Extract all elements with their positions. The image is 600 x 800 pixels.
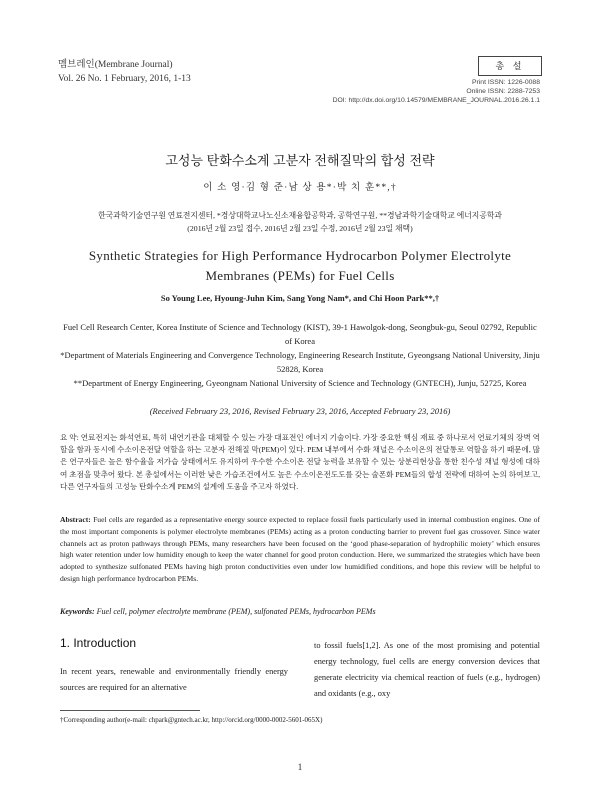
page-number: 1 xyxy=(297,762,303,772)
korean-affiliation-text: 한국과학기술연구원 연료전지센터, *경상대학교나노신소재융합공학과, 공학연구원, **경남과학기술대학교 에너지공학과 xyxy=(98,211,502,220)
english-affiliations xyxy=(60,320,540,390)
abstract-label: Abstract: xyxy=(60,515,91,524)
article-type-badge: 총 설 xyxy=(478,56,542,76)
footnote-divider xyxy=(60,710,200,711)
english-title: Synthetic Strategies for High Performance Hydrocarbon Polymer Electrolyte Membranes (PEMs) for Fuel Cells xyxy=(88,248,512,283)
affiliation-kist: Fuel Cell Research Center, Korea Institute of Science and Technology (KIST), 39-1 Hawolgok-dong, Seongbuk-gu, Seoul 02792, Republic of Korea xyxy=(63,322,537,346)
english-received-dates: (Received February 23, 2016, Revised February 23, 2016, Accepted February 23, 2016) xyxy=(149,406,451,416)
korean-authors: 이 소 영·김 형 준·남 상 용*·박 치 훈**,† xyxy=(203,183,397,193)
keywords xyxy=(60,607,540,616)
english-authors: So Young Lee, Hyoung-Juhn Kim, Sang Yong Nam*, and Chi Hoon Park**,† xyxy=(160,293,440,303)
doi-link[interactable]: DOI: http://dx.doi.org/10.14579/MEMBRANE_JOURNAL.2016.26.1.1 xyxy=(332,97,540,104)
affiliation-gnu: *Department of Materials Engineering and Convergence Technology, Engineering Research Institute, Gyeongsang National University, Jinju 52828, Korea xyxy=(60,350,540,374)
keywords-text: Fuel cell, polymer electrolyte membrane (PEM), sulfonated PEMs, hydrocarbon PEMs xyxy=(96,607,376,616)
journal-header xyxy=(58,58,191,86)
body-left-column: In recent years, renewable and environmentally friendly energy sources are required for an alternative xyxy=(60,667,288,692)
online-issn: Online ISSN: 2288-7253 xyxy=(466,88,540,95)
korean-title: 고성능 탄화수소계 고분자 전해질막의 합성 전략 xyxy=(165,153,435,168)
print-issn: Print ISSN: 1226-0088 xyxy=(471,79,540,86)
journal-name: 멤브레인(Membrane Journal) xyxy=(58,60,173,70)
affiliation-gntech: **Department of Energy Engineering, Gyeongnam National University of Science and Technology (GNTECH), Junju, 52725, Korea xyxy=(73,378,527,388)
keywords-label: Keywords: xyxy=(60,607,95,616)
english-abstract xyxy=(60,514,540,585)
abstract-text: Fuel cells are regarded as a representative energy source expected to replace fossil fuels particularly used in internal combustion engines. One of the most important components is polymer electrolyte membranes (PEMs) acting as a proton conducting barrier to prevent fuel gas crossover. Since water channels act as proton pathways through PEMs, many researchers have been focused on the ‘good phase-separation of hydrophilic moiety’ which ensures high water retention under low humidity enough to keep the water channel for good proton conduction. Here, we summarized the strategies which have been adopted to synthesize sulfonated PEMs having high proton conductivities even under low humidified conditions, and hope this review will be helpful to design high performance hydrocarbon PEMs. xyxy=(60,515,540,583)
body-right-column: to fossil fuels[1,2]. As one of the most promising and potential energy technology, fuel cells are energy conversion devices that generate electricity via chemical reaction of fuels (e.g., hydrogen) and oxidants (e.g., oxy xyxy=(314,641,540,698)
section-heading-introduction: 1. Introduction xyxy=(60,636,137,650)
korean-received-dates: (2016년 2월 23일 접수, 2016년 2월 23일 수정, 2016년 2월 23일 채택) xyxy=(187,224,413,233)
issn-block xyxy=(333,78,540,105)
journal-volume: Vol. 26 No. 1 February, 2016, 1-13 xyxy=(58,74,191,84)
corresponding-author-footnote: †Corresponding author(e-mail: chpark@gntech.ac.kr, http://orcid.org/0000-0002-5601-065X) xyxy=(60,716,323,724)
korean-affiliations xyxy=(60,209,540,235)
korean-abstract: 요 약: 연료전지는 화석연료, 특히 내연기관을 대체할 수 있는 가장 대표전인 에너지 기술이다. 가장 중요한 핵심 재료 중 하나로서 연료기체의 장벽 역할을 함과 동시에 수소이온전달 역할을 하는 고분자 전해질 막(PEM)이 있다. PEM 내부에서 수화 채널은 수소이온의 전달통로 역할을 하기 때문에, 많은 연구자들은 높은 함수율을 저가습 상태에서도 유지하여 우수한 수소이온 전달 능력을 보유할 수 있는 상분리현상을 통한 친수성 채널 형성에 대하여 초점을 맞추어 왔다. 본 총설에서는 이러한 낮은 가습조건에서도 높은 수소이온전도도를 갖는 술폰화 PEM들의 합성 전략에 대하여 논의 하여보고, 다른 연구자들의 고성능 탄화수소계 PEM의 설계에 도움을 주고자 하였다. xyxy=(60,433,540,491)
